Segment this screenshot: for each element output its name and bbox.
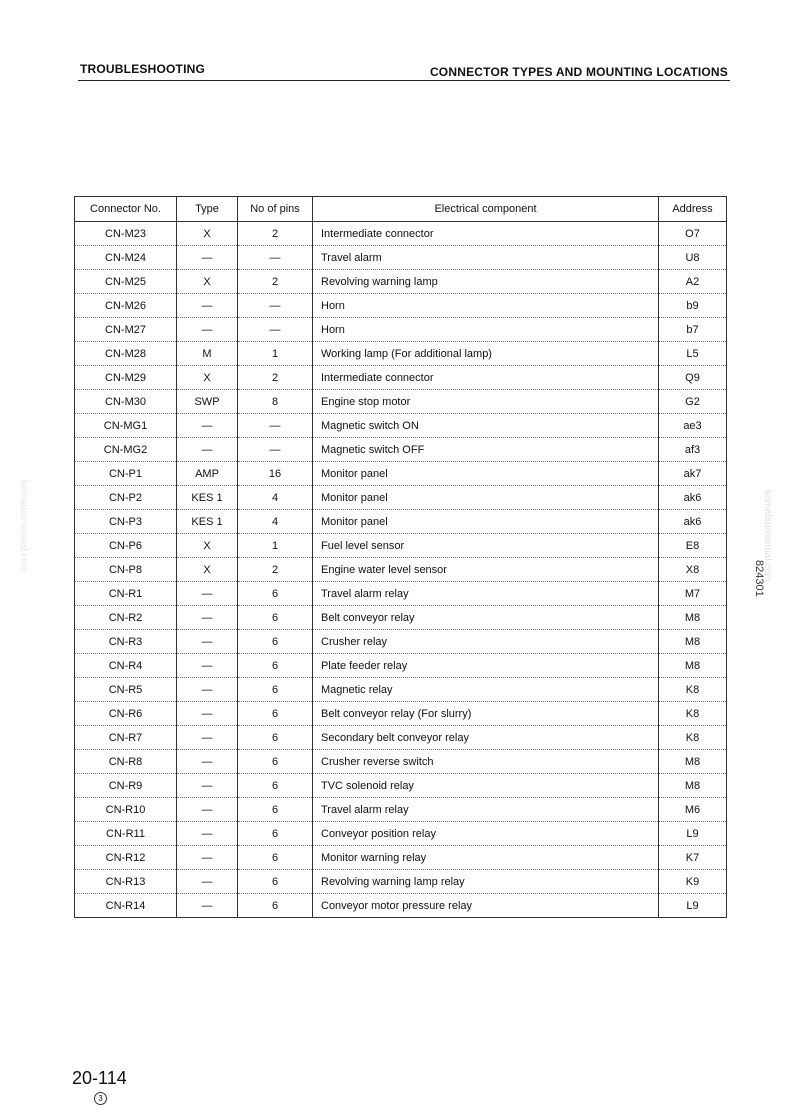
component-cell: Horn	[313, 294, 659, 318]
connector-no-cell: CN-R5	[75, 678, 177, 702]
component-cell: Monitor panel	[313, 486, 659, 510]
table-row	[75, 318, 727, 342]
address-cell: M6	[659, 798, 727, 822]
address-cell: K8	[659, 726, 727, 750]
component-cell: Secondary belt conveyor relay	[313, 726, 659, 750]
address-cell: b7	[659, 318, 727, 342]
component-cell: Belt conveyor relay	[313, 606, 659, 630]
type-cell: X	[177, 558, 238, 582]
component-cell: Crusher reverse switch	[313, 750, 659, 774]
component-cell: Revolving warning lamp	[313, 270, 659, 294]
pins-cell: 6	[238, 870, 313, 894]
connector-no-cell: CN-R12	[75, 846, 177, 870]
revision-mark: 3	[94, 1092, 107, 1105]
type-cell: —	[177, 630, 238, 654]
table-row	[75, 462, 727, 486]
pins-cell: —	[238, 246, 313, 270]
table-row	[75, 246, 727, 270]
table-row	[75, 846, 727, 870]
address-cell: ak6	[659, 510, 727, 534]
type-cell: —	[177, 246, 238, 270]
component-cell: Revolving warning lamp relay	[313, 870, 659, 894]
type-cell: —	[177, 654, 238, 678]
table-row	[75, 726, 727, 750]
component-cell: Engine water level sensor	[313, 558, 659, 582]
type-cell: X	[177, 366, 238, 390]
connector-no-cell: CN-M30	[75, 390, 177, 414]
table-row	[75, 702, 727, 726]
table-row	[75, 294, 727, 318]
table-row	[75, 558, 727, 582]
component-cell: Engine stop motor	[313, 390, 659, 414]
component-cell: Monitor panel	[313, 462, 659, 486]
table-row	[75, 822, 727, 846]
component-cell: Belt conveyor relay (For slurry)	[313, 702, 659, 726]
component-cell: Travel alarm relay	[313, 582, 659, 606]
table-body	[75, 222, 727, 918]
component-cell: Monitor panel	[313, 510, 659, 534]
address-cell: O7	[659, 222, 727, 246]
table-row	[75, 342, 727, 366]
component-cell: Conveyor position relay	[313, 822, 659, 846]
pins-cell: 6	[238, 654, 313, 678]
pins-cell: 6	[238, 678, 313, 702]
type-cell: X	[177, 222, 238, 246]
type-cell: X	[177, 270, 238, 294]
type-cell: —	[177, 318, 238, 342]
address-cell: ak7	[659, 462, 727, 486]
type-cell: AMP	[177, 462, 238, 486]
connector-no-cell: CN-R4	[75, 654, 177, 678]
address-cell: M8	[659, 654, 727, 678]
table-row	[75, 894, 727, 918]
table-row	[75, 270, 727, 294]
connector-no-cell: CN-R3	[75, 630, 177, 654]
connector-no-cell: CN-P2	[75, 486, 177, 510]
address-cell: K8	[659, 702, 727, 726]
watermark-left: komatsumanual.com	[18, 480, 29, 573]
connector-no-cell: CN-R7	[75, 726, 177, 750]
component-cell: Crusher relay	[313, 630, 659, 654]
type-cell: —	[177, 798, 238, 822]
connector-no-cell: CN-R8	[75, 750, 177, 774]
col-header-address: Address	[659, 197, 727, 222]
connector-no-cell: CN-M25	[75, 270, 177, 294]
header-rule	[78, 80, 730, 81]
table-row	[75, 222, 727, 246]
address-cell: K7	[659, 846, 727, 870]
connector-no-cell: CN-MG1	[75, 414, 177, 438]
connector-no-cell: CN-R14	[75, 894, 177, 918]
table-row	[75, 390, 727, 414]
connector-no-cell: CN-MG2	[75, 438, 177, 462]
pins-cell: 1	[238, 534, 313, 558]
connector-no-cell: CN-R11	[75, 822, 177, 846]
component-cell: Plate feeder relay	[313, 654, 659, 678]
address-cell: G2	[659, 390, 727, 414]
component-cell: Travel alarm	[313, 246, 659, 270]
table-row	[75, 630, 727, 654]
connector-no-cell: CN-M28	[75, 342, 177, 366]
address-cell: Q9	[659, 366, 727, 390]
component-cell: Conveyor motor pressure relay	[313, 894, 659, 918]
table-row	[75, 678, 727, 702]
pins-cell: —	[238, 414, 313, 438]
pins-cell: 6	[238, 630, 313, 654]
pins-cell: —	[238, 438, 313, 462]
connector-no-cell: CN-R10	[75, 798, 177, 822]
table-row	[75, 486, 727, 510]
address-cell: U8	[659, 246, 727, 270]
address-cell: M8	[659, 630, 727, 654]
type-cell: —	[177, 846, 238, 870]
table-row	[75, 654, 727, 678]
address-cell: af3	[659, 438, 727, 462]
type-cell: —	[177, 726, 238, 750]
address-cell: A2	[659, 270, 727, 294]
header-right-title: CONNECTOR TYPES AND MOUNTING LOCATIONS	[429, 65, 728, 79]
pins-cell: 1	[238, 342, 313, 366]
table-row	[75, 414, 727, 438]
connector-no-cell: CN-R9	[75, 774, 177, 798]
type-cell: —	[177, 822, 238, 846]
type-cell: —	[177, 606, 238, 630]
address-cell: L5	[659, 342, 727, 366]
type-cell: —	[177, 750, 238, 774]
connector-no-cell: CN-R2	[75, 606, 177, 630]
type-cell: —	[177, 294, 238, 318]
type-cell: —	[177, 414, 238, 438]
pins-cell: 6	[238, 582, 313, 606]
pins-cell: 8	[238, 390, 313, 414]
address-cell: M8	[659, 750, 727, 774]
pins-cell: 2	[238, 366, 313, 390]
pins-cell: 6	[238, 606, 313, 630]
pins-cell: 4	[238, 510, 313, 534]
connector-no-cell: CN-R1	[75, 582, 177, 606]
address-cell: K8	[659, 678, 727, 702]
connector-no-cell: CN-R6	[75, 702, 177, 726]
table-row	[75, 438, 727, 462]
pins-cell: 6	[238, 726, 313, 750]
pins-cell: 6	[238, 750, 313, 774]
address-cell: ak6	[659, 486, 727, 510]
type-cell: —	[177, 774, 238, 798]
component-cell: Magnetic relay	[313, 678, 659, 702]
component-cell: Travel alarm relay	[313, 798, 659, 822]
pins-cell: 6	[238, 846, 313, 870]
address-cell: M8	[659, 774, 727, 798]
connector-no-cell: CN-P3	[75, 510, 177, 534]
col-header-pins: No of pins	[238, 197, 313, 222]
table-row	[75, 750, 727, 774]
type-cell: X	[177, 534, 238, 558]
col-header-component: Electrical component	[313, 197, 659, 222]
table-row	[75, 582, 727, 606]
connector-no-cell: CN-R13	[75, 870, 177, 894]
type-cell: KES 1	[177, 510, 238, 534]
type-cell: —	[177, 678, 238, 702]
table-row	[75, 510, 727, 534]
page-number: 20-114	[72, 1068, 127, 1088]
type-cell: —	[177, 438, 238, 462]
component-cell: Intermediate connector	[313, 366, 659, 390]
component-cell: Monitor warning relay	[313, 846, 659, 870]
pins-cell: 6	[238, 774, 313, 798]
address-cell: b9	[659, 294, 727, 318]
watermark-right: komatsumanual.com	[762, 490, 773, 583]
address-cell: L9	[659, 894, 727, 918]
table-row	[75, 606, 727, 630]
connector-no-cell: CN-P1	[75, 462, 177, 486]
pins-cell: 2	[238, 222, 313, 246]
pins-cell: 6	[238, 702, 313, 726]
table-row	[75, 774, 727, 798]
connector-no-cell: CN-P8	[75, 558, 177, 582]
type-cell: —	[177, 870, 238, 894]
component-cell: Working lamp (For additional lamp)	[313, 342, 659, 366]
table-row	[75, 798, 727, 822]
address-cell: ae3	[659, 414, 727, 438]
type-cell: —	[177, 582, 238, 606]
component-cell: Magnetic switch ON	[313, 414, 659, 438]
connector-no-cell: CN-M27	[75, 318, 177, 342]
pins-cell: —	[238, 318, 313, 342]
pins-cell: 4	[238, 486, 313, 510]
pins-cell: 6	[238, 798, 313, 822]
component-cell: TVC solenoid relay	[313, 774, 659, 798]
address-cell: K9	[659, 870, 727, 894]
address-cell: X8	[659, 558, 727, 582]
connector-no-cell: CN-P6	[75, 534, 177, 558]
col-header-type: Type	[177, 197, 238, 222]
component-cell: Fuel level sensor	[313, 534, 659, 558]
type-cell: KES 1	[177, 486, 238, 510]
pins-cell: 2	[238, 558, 313, 582]
connector-table	[74, 196, 727, 918]
address-cell: L9	[659, 822, 727, 846]
pins-cell: 2	[238, 270, 313, 294]
connector-no-cell: CN-M29	[75, 366, 177, 390]
type-cell: —	[177, 702, 238, 726]
address-cell: E8	[659, 534, 727, 558]
connector-no-cell: CN-M23	[75, 222, 177, 246]
type-cell: M	[177, 342, 238, 366]
pins-cell: 16	[238, 462, 313, 486]
header-left-title: TROUBLESHOOTING	[80, 62, 205, 76]
connector-table-container	[74, 196, 726, 918]
component-cell: Magnetic switch OFF	[313, 438, 659, 462]
type-cell: —	[177, 894, 238, 918]
pins-cell: 6	[238, 822, 313, 846]
address-cell: M7	[659, 582, 727, 606]
component-cell: Intermediate connector	[313, 222, 659, 246]
connector-no-cell: CN-M26	[75, 294, 177, 318]
component-cell: Horn	[313, 318, 659, 342]
address-cell: M8	[659, 606, 727, 630]
connector-no-cell: CN-M24	[75, 246, 177, 270]
table-row	[75, 534, 727, 558]
side-code: 824301	[753, 560, 765, 597]
pins-cell: 6	[238, 894, 313, 918]
pins-cell: —	[238, 294, 313, 318]
col-header-connector-no: Connector No.	[75, 197, 177, 222]
table-row	[75, 366, 727, 390]
table-row	[75, 870, 727, 894]
type-cell: SWP	[177, 390, 238, 414]
table-header-row	[75, 197, 727, 222]
